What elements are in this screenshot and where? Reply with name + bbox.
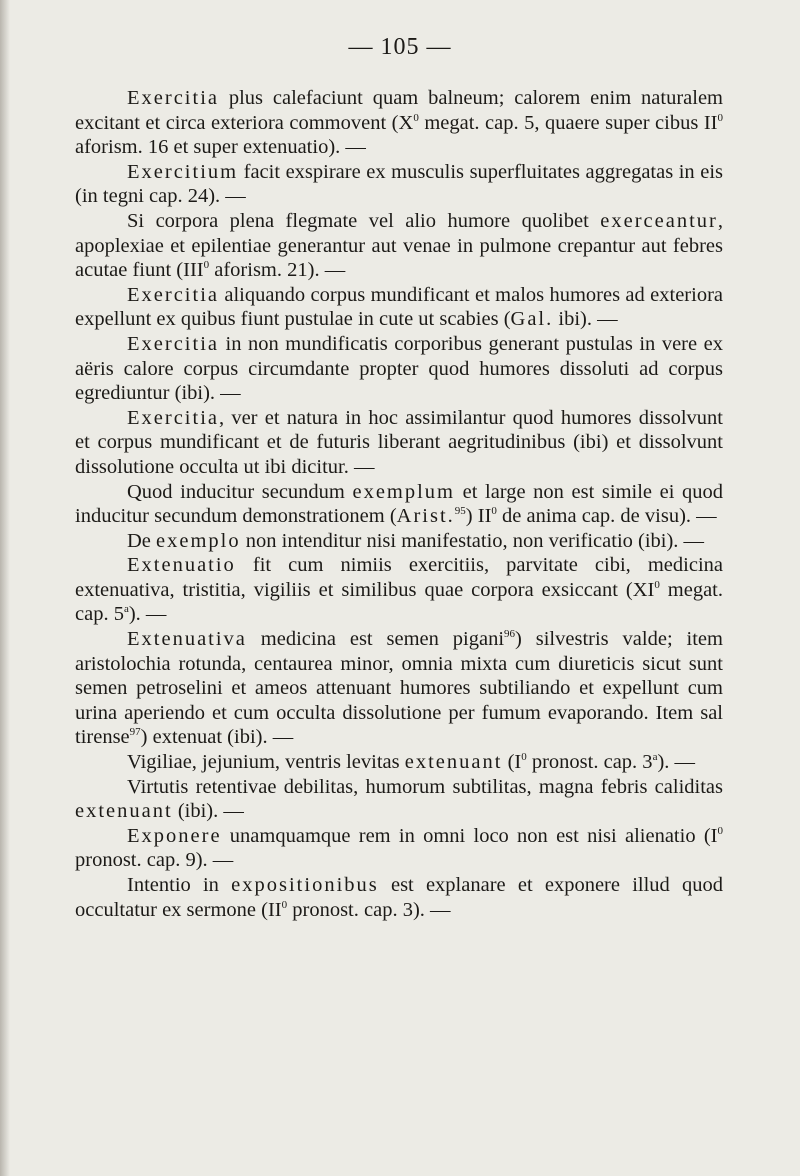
text-run: facit exspirare ex musculis superfluitates aggregatas in eis (in tegni cap. 24). — — [75, 160, 723, 208]
paragraph — [75, 332, 723, 406]
paragraph — [75, 209, 723, 283]
text-run: ) silvestris valde; item aristolochia rotunda, centaurea minor, omnia mixta cum diureticis sicut sunt semen petroselini et ameos attenuant humores subtiliando et expellunt cum urina aperiendo et cum occulta dissolutione per fumum evaporando. Item sal tirense — [75, 628, 723, 749]
superscript: a — [123, 603, 129, 616]
text-run: ). — — [128, 603, 167, 626]
text-run: Si corpora plena flegmate vel alio humore quolibet — [127, 209, 601, 232]
text-run: Vigiliae, jejunium, ventris levitas — [127, 751, 405, 774]
paragraph — [75, 873, 723, 922]
text-run: De — [127, 529, 157, 552]
text-run: fit cum nimiis exercitiis, parvitate cibi, medicina extenuativa, tristitia, vigiliis et similibus quae corpora exsiccant (XI — [75, 554, 723, 601]
text-run: non intenditur nisi manifestatio, non verificatio (ibi). — — [240, 529, 705, 552]
body-text — [75, 86, 723, 922]
paragraph — [75, 86, 723, 160]
text-run: (I — [502, 751, 522, 774]
superscript: 0 — [281, 898, 288, 911]
superscript: 95 — [454, 505, 466, 518]
spaced-term: Extenuativa — [127, 628, 247, 651]
spaced-term: Exercitia — [127, 283, 219, 306]
superscript: 0 — [654, 578, 660, 591]
paragraph — [75, 406, 723, 480]
spaced-term: exerceantur — [600, 209, 718, 232]
text-run: est explanare et exponere illud quod occultatur ex sermone (II — [75, 874, 723, 921]
text-run: ibi). — — [553, 308, 618, 331]
text-run: Virtutis retentivae debilitas, humorum subtilitas, magna febris caliditas — [127, 775, 723, 798]
spaced-term: Exercitia — [127, 406, 219, 429]
paragraph — [75, 283, 723, 332]
paragraph — [75, 775, 723, 824]
text-run: Quod inducitur secundum — [127, 480, 353, 503]
paragraph — [75, 627, 723, 750]
text-run: de anima cap. de visu). — — [496, 505, 717, 528]
spaced-term: exemplum — [352, 480, 456, 503]
superscript: 96 — [504, 628, 516, 641]
text-run: megat. cap. 5 — [75, 578, 724, 626]
text-run: megat. cap. 5, quaere super cibus II — [418, 111, 718, 134]
paragraph — [75, 553, 723, 627]
page-edge-shadow — [0, 0, 10, 1176]
spaced-term: Extenuatio — [127, 554, 236, 577]
text-run: aliquando corpus mundificant et malos humores ad exteriora expellunt ex quibus fiunt pustulae in cute ut scabies ( — [75, 283, 723, 331]
spaced-term: Exercitia — [127, 87, 219, 109]
paragraph — [75, 160, 723, 209]
text-run: et large non est simile ei quod inducitur secundum demonstrationem ( — [75, 480, 723, 528]
text-run: in non mundificatis corporibus generant pustulas in vere ex aëris calore corpus circumdante propter quod humores dissoluti ad corpus egrediuntur (ibi). — — [75, 332, 723, 405]
superscript: 0 — [717, 824, 723, 837]
superscript: 0 — [717, 111, 723, 124]
superscript: 0 — [413, 111, 419, 124]
superscript: 0 — [521, 751, 527, 764]
text-run: plus calefaciunt quam balneum; calorem enim naturalem excitant et circa exteriora commovent (X — [75, 87, 723, 134]
superscript: 0 — [491, 505, 497, 518]
text-run: unamquamque rem in omni loco non est nisi alienatio (I — [221, 824, 718, 847]
text-run: pronost. cap. 3). — — [287, 898, 451, 921]
superscript: 0 — [203, 259, 210, 272]
text-run: Intentio in — [127, 874, 232, 896]
spaced-term: Exercitium — [127, 160, 239, 183]
paragraph — [75, 824, 723, 873]
spaced-term: exemplo — [156, 529, 241, 552]
text-run: aforism. 21). — — [209, 259, 346, 282]
paragraph — [75, 529, 723, 554]
superscript: 97 — [129, 726, 141, 739]
spaced-term: Exponere — [127, 824, 222, 847]
text-run: pronost. cap. 3 — [526, 751, 653, 774]
spaced-term: extenuant — [404, 751, 503, 774]
spaced-term: Arist. — [396, 505, 455, 528]
text-run: , apoplexiae et epilentiae generantur aut venae in pulmone crepantur aut febres acutae fiunt (III — [75, 209, 723, 282]
spaced-term: expositionibus — [231, 874, 379, 896]
text-run: medicina est semen pigani — [246, 628, 505, 651]
text-run: (ibi). — — [172, 800, 244, 823]
text-run: pronost. cap. 9). — — [75, 849, 234, 872]
text-run: ) II — [465, 505, 492, 528]
page-number: — 105 — — [348, 34, 452, 60]
spaced-term: Exercitia — [127, 332, 219, 355]
paragraph — [75, 750, 723, 775]
text-run: , ver et natura in hoc assimilantur quod humores dissolvunt et corpus mundificant et de futuris liberant aegritudinibus (ibi) et dissolvunt dissolutione occulta ut ibi dicitur. — — [75, 406, 723, 478]
superscript: a — [652, 751, 658, 764]
text-run: aforism. 16 et super extenuatio). — — [75, 136, 366, 159]
spaced-term: Gal. — [510, 308, 554, 331]
spaced-term: extenuant — [75, 800, 173, 823]
paragraph — [75, 480, 723, 529]
text-run: ). — — [657, 751, 696, 774]
text-run: ) extenuat (ibi). — — [140, 726, 294, 749]
